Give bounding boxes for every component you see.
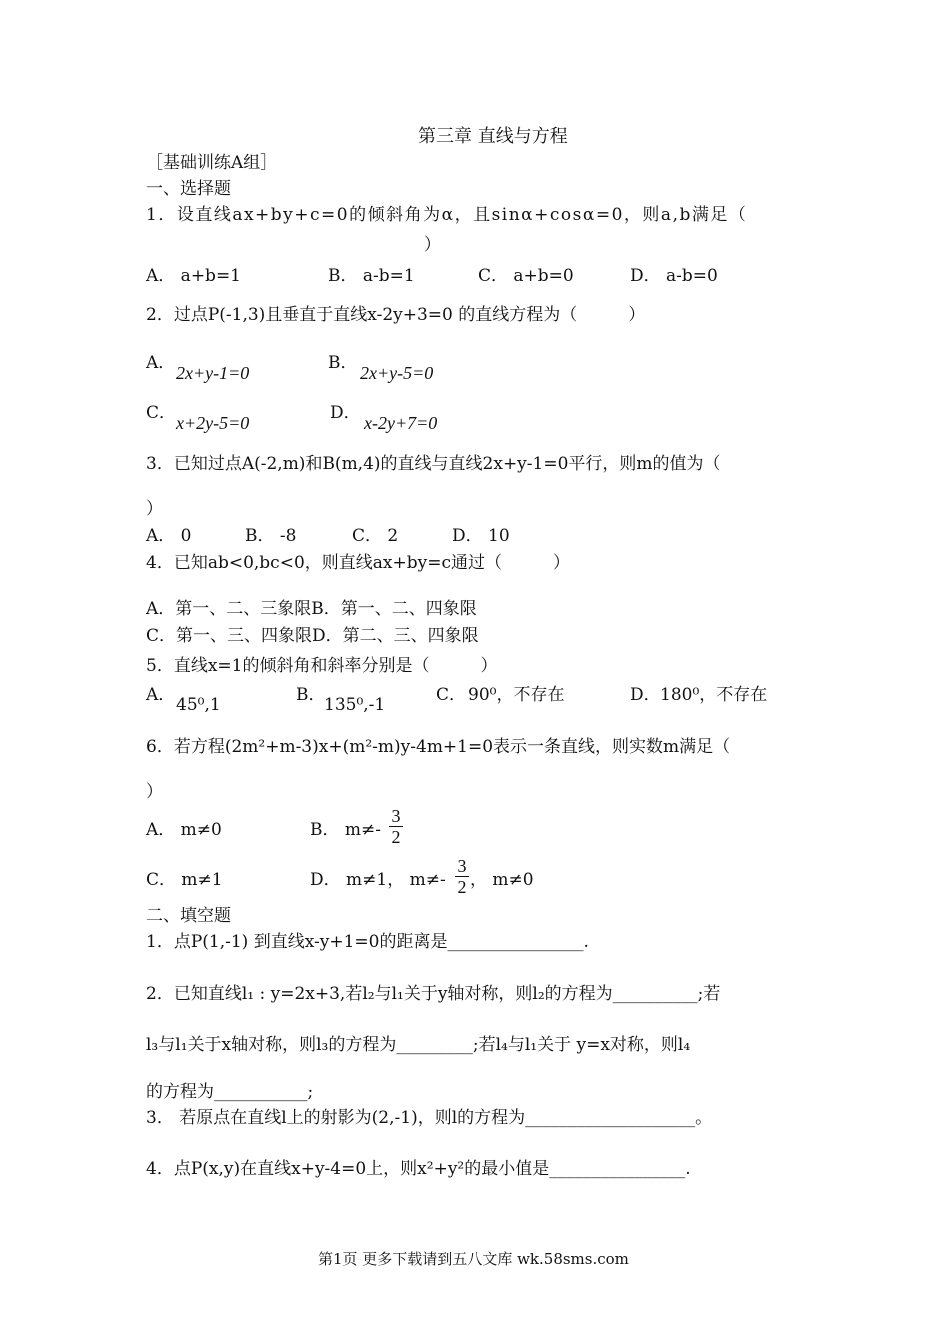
section-choice-heading: 一、选择题 xyxy=(146,179,231,199)
q3-stem: 3．已知过点A(-2,m)和B(m,4)的直线与直线2x+y-1=0平行，则m的值为（ xyxy=(146,454,721,474)
q6-option-a: A． m≠0 xyxy=(146,820,222,840)
q6-option-b-denominator: 2 xyxy=(391,827,401,847)
q2-option-c-label: C． xyxy=(146,403,177,423)
q5-option-c-label: C． xyxy=(436,685,467,705)
q2-stem: 2．过点P(-1,3)且垂直于直线x-2y+3=0 的直线方程为（ ） xyxy=(146,305,646,325)
q5-option-d-label: D． xyxy=(630,685,661,705)
q6-option-b-fraction xyxy=(389,806,403,847)
q1-stem: 1．设直线ax+by+c=0的倾斜角为α，且sinα+cosα=0，则a,b满足（ xyxy=(146,205,748,225)
q6-option-b-numerator: 3 xyxy=(389,806,403,827)
q6-option-d-part1: D． m≠1， m≠- xyxy=(310,870,446,890)
q1-stem-close: ） xyxy=(424,235,441,255)
q2-option-a: 2x+y-1=0 xyxy=(176,363,250,383)
section-fill-heading: 二、填空题 xyxy=(146,906,231,926)
fill-question-2-line1: 2．已知直线l₁ : y=2x+3,若l₂与l₁关于y轴对称，则l₂的方程为__________;若 xyxy=(146,984,721,1004)
fill-question-2-line2: l₃与l₁关于x轴对称，则l₃的方程为_________;若l₄与l₁关于 y=x对称，则l₄ xyxy=(146,1035,691,1055)
q3-stem-close: ） xyxy=(146,499,163,519)
q6-option-d-part2: ， m≠0 xyxy=(470,870,534,890)
q4-stem: 4．已知ab<0,bc<0，则直线ax+by=c通过（ ） xyxy=(146,553,570,573)
q2-option-d: x-2y+7=0 xyxy=(364,413,438,433)
q4-options-cd: C．第一、三、四象限D．第二、三、四象限 xyxy=(146,626,479,646)
q2-option-a-label: A． xyxy=(146,353,176,373)
q3-option-c: C． 2 xyxy=(352,526,399,546)
fill-question-3: 3． 若原点在直线l上的射影为(2,-1)，则l的方程为____________________。 xyxy=(146,1108,713,1128)
q4-options-ab: A．第一、二、三象限B．第一、二、四象限 xyxy=(146,599,477,619)
q6-stem: 6．若方程(2m²+m-3)x+(m²-m)y-4m+1=0表示一条直线，则实数m满足（ xyxy=(146,737,731,757)
q5-option-a: 45⁰,1 xyxy=(176,695,221,715)
q2-option-b: 2x+y-5=0 xyxy=(360,363,434,383)
q6-option-d-numerator: 3 xyxy=(455,856,469,877)
q6-stem-close: ） xyxy=(146,782,163,802)
q6-option-b: B． m≠- xyxy=(310,820,382,840)
q1-option-b: B． a-b=1 xyxy=(328,266,415,286)
fill-question-1: 1．点P(1,-1) 到直线x-y+1=0的距离是________________. xyxy=(146,932,589,952)
fill-question-4: 4．点P(x,y)在直线x+y-4=0上，则x²+y²的最小值是________________. xyxy=(146,1159,691,1179)
fill-question-2-line3: 的方程为___________; xyxy=(146,1082,314,1102)
q2-option-b-label: B． xyxy=(328,353,358,373)
q3-option-b: B． -8 xyxy=(245,526,297,546)
q6-option-c: C． m≠1 xyxy=(146,870,223,890)
q6-option-d-denominator: 2 xyxy=(457,877,467,897)
group-label: ［基础训练A组］ xyxy=(146,153,278,173)
q2-option-c: x+2y-5=0 xyxy=(176,413,250,433)
q3-option-a: A． 0 xyxy=(146,526,192,546)
q5-stem: 5．直线x=1的倾斜角和斜率分别是（ ） xyxy=(146,656,498,676)
q1-option-d: D． a-b=0 xyxy=(630,266,718,286)
q2-option-d-label: D． xyxy=(330,403,361,423)
q1-option-a: A． a+b=1 xyxy=(146,266,242,286)
q3-option-d: D． 10 xyxy=(452,526,510,546)
q5-option-a-label: A． xyxy=(146,685,176,705)
page-title: 第三章 直线与方程 xyxy=(418,126,568,147)
q5-option-b: 135⁰,-1 xyxy=(324,695,386,715)
q6-option-d-fraction xyxy=(455,856,469,897)
page-footer: 第1页 更多下载请到五八文库 wk.58sms.com xyxy=(318,1250,629,1268)
q1-option-c: C． a+b=0 xyxy=(478,266,574,286)
q5-option-b-label: B． xyxy=(296,685,326,705)
q5-option-d: 180⁰，不存在 xyxy=(660,685,768,705)
q5-option-c: 90⁰，不存在 xyxy=(468,685,565,705)
